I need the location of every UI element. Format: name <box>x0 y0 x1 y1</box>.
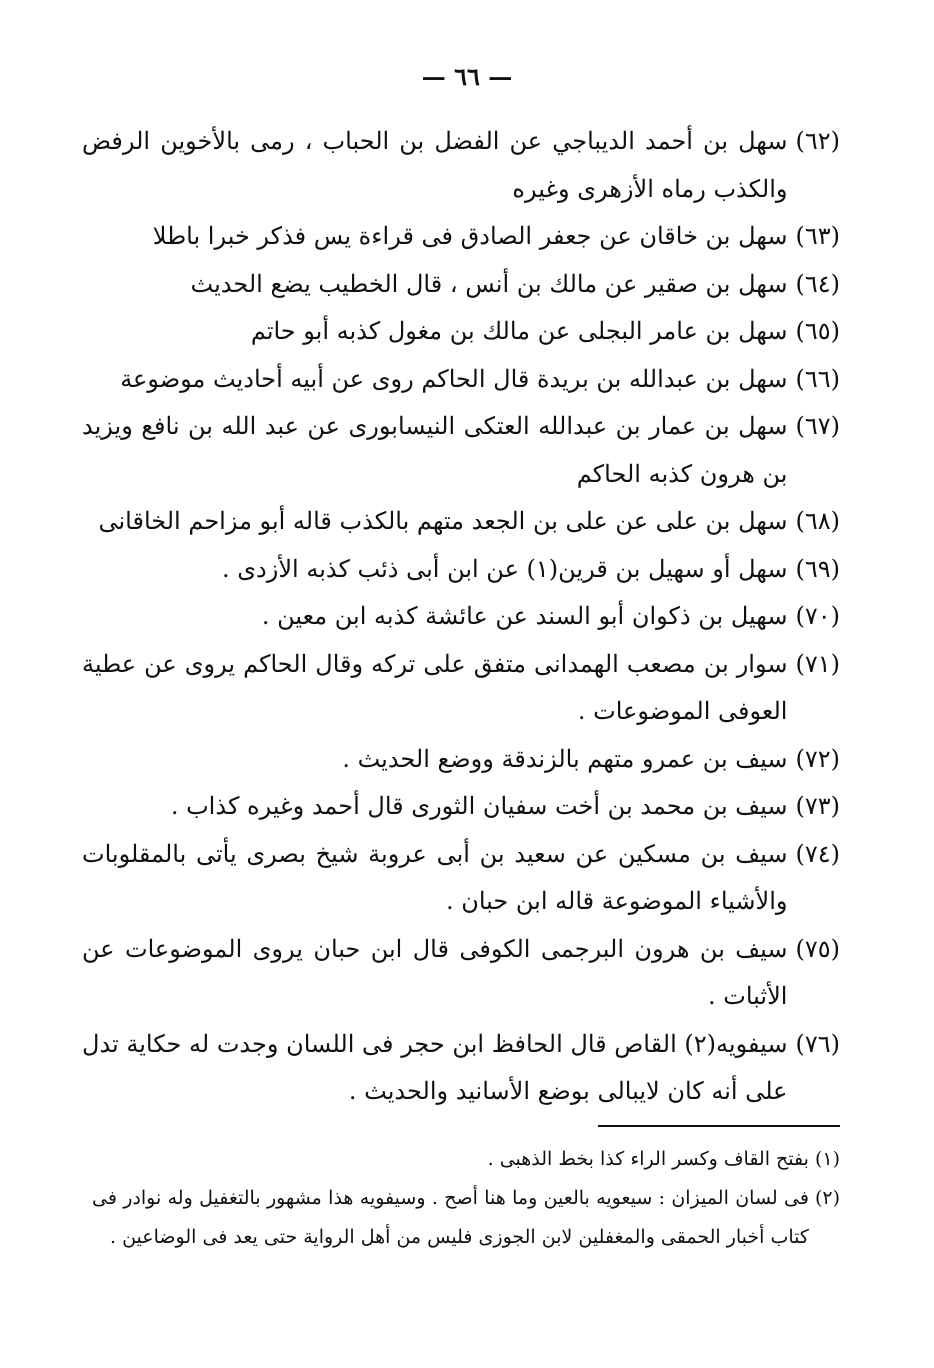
entry-number: (٦٧) <box>795 412 840 440</box>
narrator-entry <box>82 783 840 831</box>
entry-number: (٦٤) <box>795 269 840 298</box>
entry-number: (٦٣) <box>795 222 840 250</box>
entry-text: سهيل بن ذكوان أبو السند عن عائشة كذبه ابن معين . <box>261 602 788 630</box>
entry-text: سهل أو سهيل بن قرين(١) عن ابن أبى ذئب كذبه الأزدى . <box>222 554 788 583</box>
entry-number: (٧٣) <box>795 792 840 820</box>
narrator-entry <box>82 498 840 546</box>
narrator-entry <box>82 403 840 498</box>
footnote-number: (٢) <box>814 1187 840 1209</box>
footnote-number: (١) <box>814 1148 840 1170</box>
entry-number: (٦٦) <box>795 364 840 393</box>
narrator-entry <box>82 213 840 261</box>
narrator-entry <box>82 831 840 926</box>
narrator-entry <box>82 736 840 784</box>
entry-text: سيف بن هرون البرجمى الكوفى قال ابن حبان يروى الموضوعات عن الأثبات . <box>82 934 788 1010</box>
entry-number: (٦٥) <box>795 317 840 345</box>
entry-number: (٦٢) <box>795 127 840 155</box>
entry-text: سوار بن مصعب الهمدانى متفق على تركه وقال الحاكم يروى عن عطية العوفى الموضوعات . <box>82 649 788 725</box>
entry-text: سيف بن مسكين عن سعيد بن أبى عروبة شيخ بصرى يأتى بالمقلوبات والأشياء الموضوعة قاله ابن حبان . <box>82 839 788 915</box>
narrator-entry <box>82 593 840 641</box>
narrator-entry <box>82 308 840 356</box>
entry-text: سيف بن محمد بن أخت سفيان الثورى قال أحمد وغيره كذاب . <box>170 792 788 820</box>
narrator-entry <box>82 1021 840 1116</box>
entry-text: سهل بن عمار بن عبدالله العتكى النيسابورى عن عبد الله بن نافع ويزيد بن هرون كذبه الحاكم <box>82 412 788 488</box>
entry-text: سيف بن عمرو متهم بالزندقة ووضع الحديث . <box>342 744 788 773</box>
entry-number: (٦٨) <box>795 507 840 535</box>
entry-number: (٧٦) <box>795 1029 840 1058</box>
narrator-entry <box>82 641 840 736</box>
footnote <box>92 1179 840 1257</box>
entry-number: (٧٠) <box>795 602 840 630</box>
entry-number: (٧٤) <box>795 839 840 868</box>
entry-text: سهل بن عامر البجلى عن مالك بن مغول كذبه أبو حاتم <box>250 317 788 345</box>
footnotes-list <box>92 1140 840 1257</box>
narrator-entry <box>82 546 840 594</box>
entry-text: سهل بن صقير عن مالك بن أنس ، قال الخطيب يضع الحديث <box>190 269 788 298</box>
footnote-text: فى لسان الميزان : سيعويه بالعين وما هنا أصح . وسيفويه هذا مشهور بالتغفيل وله نوادر فى كتاب أخبار الحمقى والمغفلين لابن الجوزى فليس من أهل الرواية حتى يعد فى الوضاعين . <box>92 1187 809 1248</box>
entry-number: (٧٢) <box>795 744 840 773</box>
entry-number: (٧١) <box>795 649 840 678</box>
narrator-entry <box>82 261 840 309</box>
footnote-text: بفتح القاف وكسر الراء كذا بخط الذهبى . <box>487 1148 809 1170</box>
entry-text: سهل بن عبدالله بن بريدة قال الحاكم روى عن أبيه أحاديث موضوعة <box>120 364 788 393</box>
entry-text: سهل بن خاقان عن جعفر الصادق فى قراءة يس فذكر خبرا باطلا <box>152 222 788 250</box>
entry-text: سهل بن على عن على بن الجعد متهم بالكذب قاله أبو مزاحم الخاقانى <box>98 507 788 535</box>
page-number: — ٦٦ — <box>421 62 513 91</box>
narrator-entry <box>82 118 840 213</box>
footnote <box>92 1140 840 1179</box>
entry-number: (٧٥) <box>795 934 840 963</box>
entry-text: سيفويه(٢) القاص قال الحافظ ابن حجر فى اللسان وجدت له حكاية تدل على أنه كان لايبالى بوضع الأسانيد والحديث . <box>82 1029 788 1105</box>
entry-number: (٦٩) <box>795 554 840 583</box>
narrator-entry <box>82 926 840 1021</box>
entry-text: سهل بن أحمد الديباجي عن الفضل بن الحباب ، رمى بالأخوين الرفض والكذب رماه الأزهرى وغيره <box>82 127 788 203</box>
narrator-entries-list <box>82 118 840 1116</box>
footnote-divider <box>598 1125 840 1127</box>
narrator-entry <box>82 356 840 404</box>
